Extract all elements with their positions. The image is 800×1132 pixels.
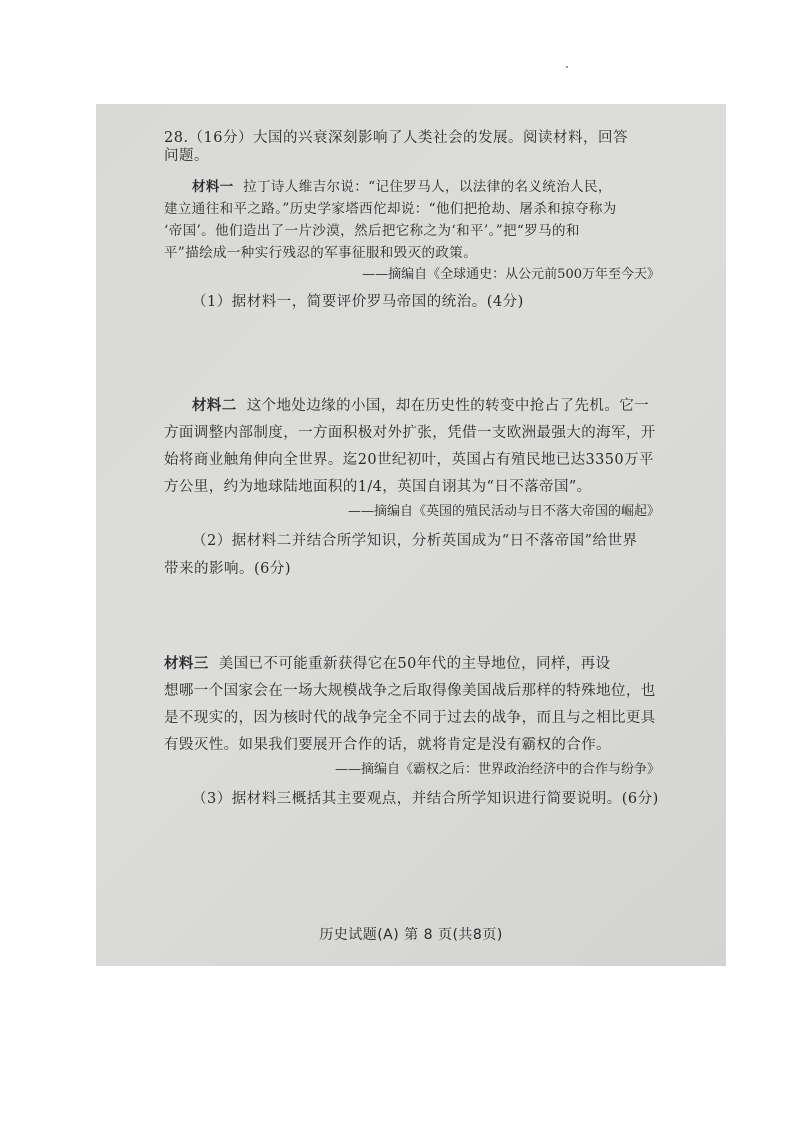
material-3 [164,651,660,813]
page-footer: 历史试题(A) 第 8 页(共8页) [319,927,503,943]
material-1-line: ‘帝国’。他们造出了一片沙漠，然后把它称之为‘和平’。”把“罗马的和 [164,223,580,239]
sub-question-3: （3）据材料三概括其主要观点，并结合所学知识进行简要说明。(6分) [192,791,659,807]
material-2-line: 方面调整内部制度，一方面积极对外扩张，凭借一支欧洲最强大的海军，开 [164,425,656,441]
material-3-line: 有毁灭性。如果我们要展开合作的话，就将肯定是没有霸权的合作。 [164,737,611,753]
question-28-header [164,124,660,170]
exam-page [96,104,726,966]
material-3-line: 材料三 美国已不可能重新获得它在50年代的主导地位，同样，再设 [164,656,611,672]
question-header-line2: 问题。 [164,148,209,164]
material-3-line: 是不现实的，因为核时代的战争完全不同于过去的战争，而且与之相比更具 [164,710,656,726]
material-2 [164,393,660,583]
material-3-line: 想哪一个国家会在一场大规模战争之后取得像美国战后那样的特殊地位，也 [164,683,656,699]
material-2-source: ——摘编自《英国的殖民活动与日不落大帝国的崛起》 [347,504,660,519]
material-2-label: 材料二 [192,398,237,414]
material-1-source: ——摘编自《全球通史：从公元前500万年至今天》 [362,267,660,282]
material-3-label: 材料三 [164,656,209,672]
material-1 [164,176,660,316]
material-3-source: ——摘编自《霸权之后：世界政治经济中的合作与纷争》 [334,762,660,777]
sub-question-2-line2: 带来的影响。(6分) [164,561,292,577]
material-1-label: 材料一 [192,179,234,195]
material-2-line: 始将商业触角伸向全世界。迄20世纪初叶，英国占有殖民地已达3350万平 [164,452,654,468]
speck-dot [566,66,568,68]
material-2-line: 材料二 这个地处边缘的小国，却在历史性的转变中抢占了先机。它一 [192,398,650,414]
question-header-line1: 28.（16分）大国的兴衰深刻影响了人类社会的发展。阅读材料，回答 [164,130,629,146]
material-2-line: 方公里，约为地球陆地面积的1/4，英国自诩其为“日不落帝国”。 [164,479,592,495]
material-1-line: 材料一 拉丁诗人维吉尔说：“记住罗马人，以法律的名义统治人民， [192,179,612,195]
sub-question-1: （1）据材料一，简要评价罗马帝国的统治。(4分) [192,294,524,310]
sub-question-2-line1: （2）据材料二并结合所学知识，分析英国成为“日不落帝国”给世界 [192,533,638,549]
material-1-line: 平”描绘成一种实行残忍的军事征服和毁灭的政策。 [164,245,478,261]
material-1-line: 建立通往和平之路。”历史学家塔西佗却说：“他们把抢劫、屠杀和掠夺称为 [164,201,617,217]
